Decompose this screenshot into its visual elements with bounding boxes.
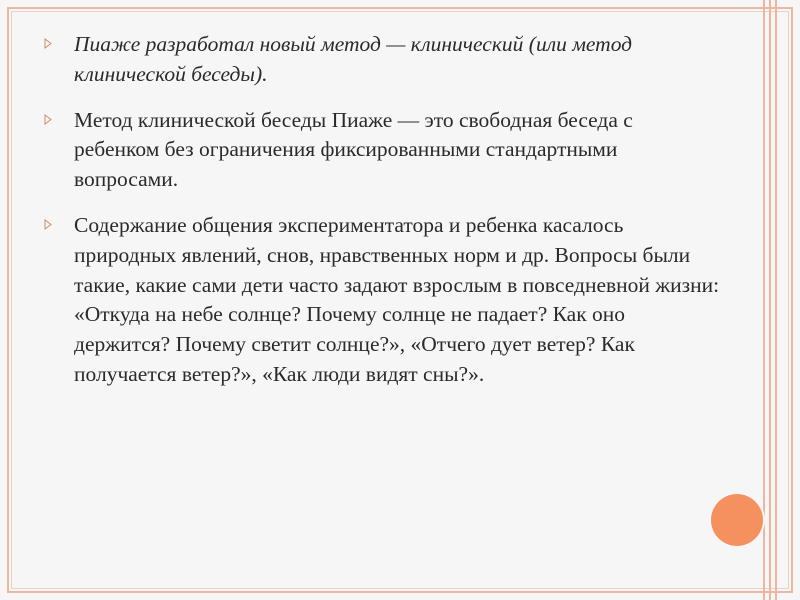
bullet-item — [40, 30, 720, 90]
bullet-item — [40, 106, 720, 195]
bullet-item — [40, 211, 720, 390]
right-decorative-bars — [763, 0, 783, 600]
decorative-bar — [769, 0, 771, 600]
outlined-arrow-bullet-icon — [44, 219, 52, 230]
decorative-bar — [775, 0, 777, 600]
bullet-text: Метод клинической беседы Пиаже — это свободная беседа с ребенком без ограничения фиксированными стандартными вопросами. — [74, 107, 633, 192]
slide-content — [40, 30, 720, 406]
orange-accent-circle — [711, 494, 763, 546]
outlined-arrow-bullet-icon — [44, 114, 52, 125]
bullet-text: Содержание общения экспериментатора и ребенка касалось природных явлений, снов, нравственных норм и др. Вопросы были такие, какие сами дети часто задают взрослым в повседневной жизни: «Откуда на небе солнце? Почему солнце не падает? Как оно держится? Почему светит солнце?», «Отчего дует ветер? Как получается ветер?», «Как люди видят сны?». — [74, 212, 720, 386]
bullet-text: Пиаже разработал новый метод — клинический (или метод клинической беседы). — [74, 32, 633, 86]
outlined-arrow-bullet-icon — [44, 38, 52, 49]
decorative-bar — [763, 0, 765, 600]
